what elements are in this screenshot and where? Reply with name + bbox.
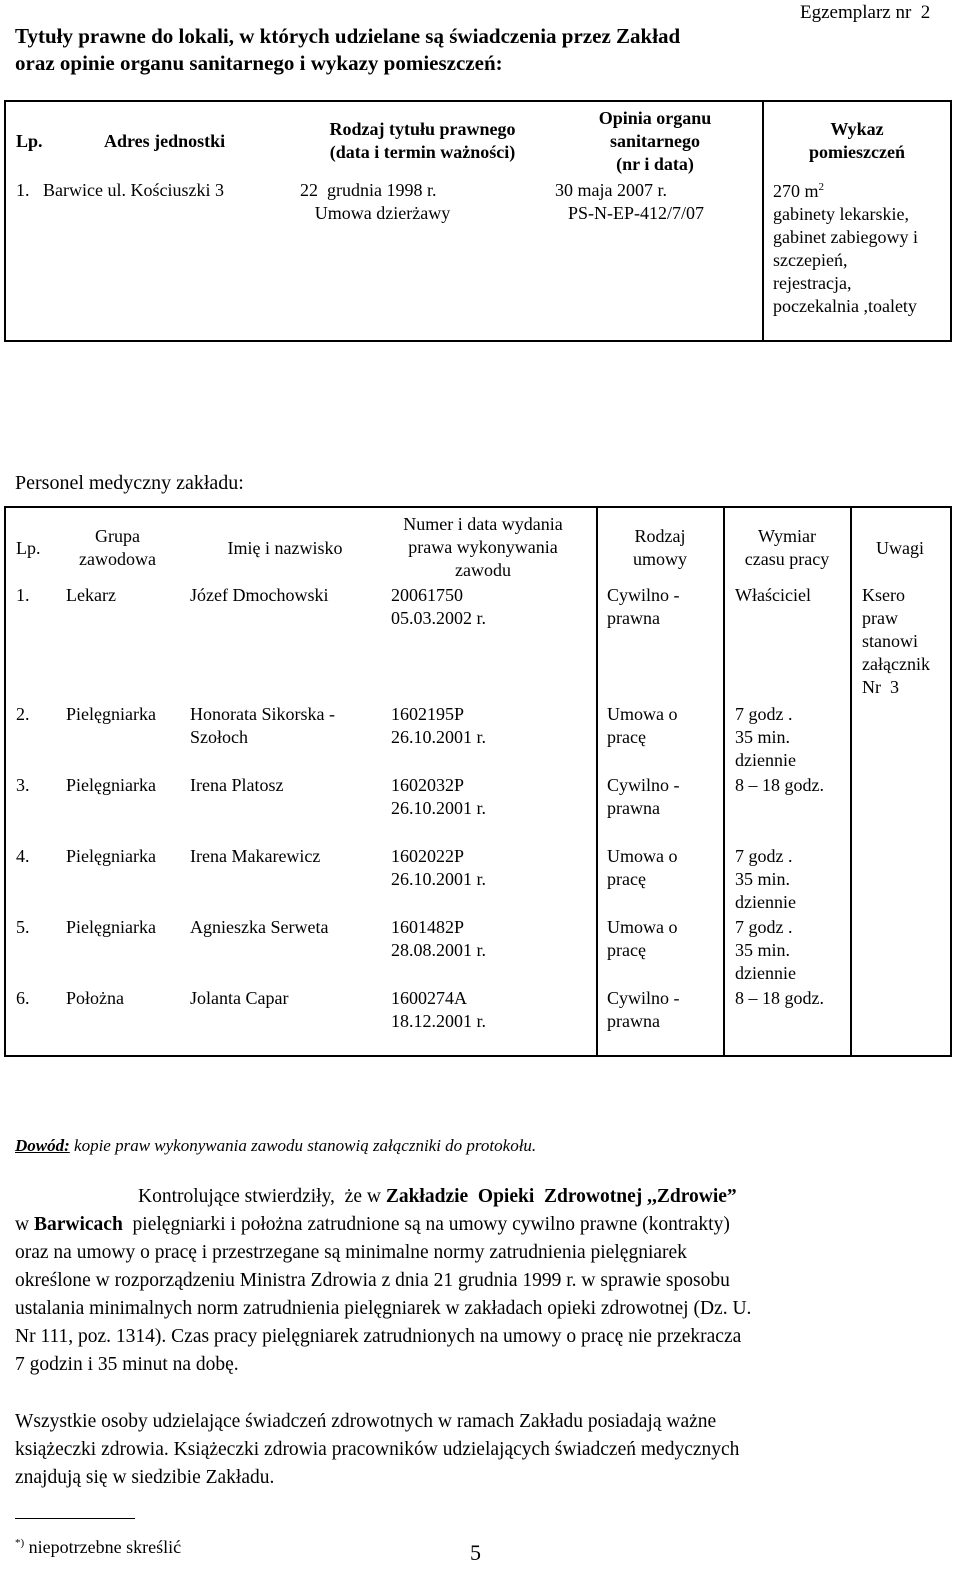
health-books-paragraph: Wszystkie osoby udzielające świadczeń zdrowotnych w ramach Zakładu posiadają ważne książeczki zdrowia. Książeczki zdrowia pracowników udzielających świadczeń medycznych znajdują się w siedzibie Zakładu. [15, 1411, 740, 1488]
staff-row-lp: 2. [16, 704, 30, 724]
staff-header-group: Grupa zawodowa [79, 526, 156, 569]
premises-row-rooms: gabinety lekarskie, gabinet zabiegowy i szczepień, rejestracja, poczekalnia ,toalety [773, 204, 918, 316]
staff-row-worktime: 7 godz . 35 min. dziennie [735, 917, 796, 983]
premises-row-lp: 1. [16, 180, 30, 200]
staff-row-name: Józef Dmochowski [190, 585, 329, 605]
staff-row-license: 1602022P 26.10.2001 r. [391, 846, 487, 889]
footnote-rule [15, 1518, 135, 1519]
staff-notes: Ksero praw stanowi załącznik Nr 3 [862, 585, 930, 697]
staff-row-name: Irena Makarewicz [190, 846, 321, 866]
document-title-line-2: oraz opinie organu sanitarnego i wykazy pomieszczeń: [15, 51, 503, 75]
staff-row-contract: Umowa o pracę [607, 704, 678, 747]
staff-row-worktime: 7 godz . 35 min. dziennie [735, 846, 796, 912]
staff-row-license: 20061750 05.03.2002 r. [391, 585, 487, 628]
staff-row-contract: Cywilno - prawna [607, 988, 680, 1031]
page-number: 5 [470, 1540, 481, 1565]
staff-row-lp: 6. [16, 988, 30, 1008]
staff-row-worktime: 8 – 18 godz. [735, 988, 824, 1008]
premises-header-address: Adres jednostki [104, 131, 226, 151]
premises-row-title: 22 grudnia 1998 r. Umowa dzierżawy [300, 180, 451, 223]
document-title-line-1: Tytuły prawne do lokali, w których udzielane są świadczenia przez Zakład [15, 24, 681, 48]
evidence-note: Dowód: kopie praw wykonywania zawodu stanowią załączniki do protokołu. [15, 1136, 537, 1155]
staff-row-license: 1602195P 26.10.2001 r. [391, 704, 487, 747]
staff-row-worktime: 8 – 18 godz. [735, 775, 824, 795]
staff-row-name: Honorata Sikorska - Szołoch [190, 704, 335, 747]
staff-row-contract: Umowa o pracę [607, 846, 678, 889]
staff-row-lp: 3. [16, 775, 30, 795]
staff-row-name: Irena Platosz [190, 775, 284, 795]
staff-row-license: 1602032P 26.10.2001 r. [391, 775, 487, 818]
staff-row-group: Położna [66, 988, 124, 1008]
staff-row-license: 1600274A 18.12.2001 r. [391, 988, 487, 1031]
staff-row-group: Pielęgniarka [66, 917, 156, 937]
premises-header-opinion: Opinia organu sanitarnego (nr i data) [598, 108, 712, 174]
copy-number-label: Egzemplarz nr 2 [800, 2, 931, 23]
conclusion-paragraph: Kontrolujące stwierdziły, że w Zakładzie Opieki Zdrowotnej ,,Zdrowie” w Barwicach pielęgniarki i położna zatrudnione są na umowy cywilno prawne (kontrakty) oraz na umowy o pracę i przestrzegane są minimalne normy zatrudnienia pielęgniarek określone w rozporządzeniu Ministra Zdrowia z dnia 21 grudnia 1999 r. w sprawie sposobu ustalania minimalnych norm zatrudnienia pielęgniarek w zakładach opieki zdrowotnej (Dz. U. Nr 111, poz. 1314). Czas pracy pielęgniarek zatrudnionych na umowy o pracę nie przekracza 7 godzin i 35 minut na dobę. [15, 1186, 752, 1375]
staff-row-license: 1601482P 28.08.2001 r. [391, 917, 487, 960]
staff-row-worktime: Właściciel [735, 585, 811, 605]
staff-row-name: Agnieszka Serweta [190, 917, 329, 937]
staff-row-group: Pielęgniarka [66, 775, 156, 795]
staff-row-contract: Umowa o pracę [607, 917, 678, 960]
staff-header-name: Imię i nazwisko [227, 538, 343, 558]
footnote: *) niepotrzebne skreślić [15, 1537, 182, 1557]
premises-row-opinion-number: PS-N-EP-412/7/07 [568, 203, 705, 223]
staff-row-contract: Cywilno - prawna [607, 775, 680, 818]
premises-header-title: Rodzaj tytułu prawnego (data i termin ważności) [329, 119, 516, 162]
staff-row-lp: 1. [16, 585, 30, 605]
premises-row-address: Barwice ul. Kościuszki 3 [43, 180, 224, 200]
staff-row-group: Pielęgniarka [66, 846, 156, 866]
premises-row-opinion-date: 30 maja 2007 r. [555, 180, 667, 200]
premises-header-rooms: Wykaz pomieszczeń [809, 119, 905, 162]
staff-row-lp: 4. [16, 846, 30, 866]
staff-row-name: Jolanta Capar [190, 988, 289, 1008]
staff-row-group: Lekarz [66, 585, 116, 605]
staff-row-group: Pielęgniarka [66, 704, 156, 724]
staff-header-contract: Rodzaj umowy [633, 526, 687, 569]
staff-header-worktime: Wymiar czasu pracy [744, 526, 830, 569]
staff-row-lp: 5. [16, 917, 30, 937]
staff-row-contract: Cywilno - prawna [607, 585, 680, 628]
staff-heading: Personel medyczny zakładu: [15, 472, 244, 494]
staff-header-notes: Uwagi [876, 538, 924, 558]
premises-row-area: 270 $m^2$ [773, 181, 825, 201]
staff-header-lp: Lp. [16, 538, 41, 558]
premises-header-lp: Lp. [16, 131, 43, 151]
staff-row-worktime: 7 godz . 35 min. dziennie [735, 704, 796, 770]
staff-header-license: Numer i data wydania prawa wykonywania zawodu [403, 514, 563, 580]
